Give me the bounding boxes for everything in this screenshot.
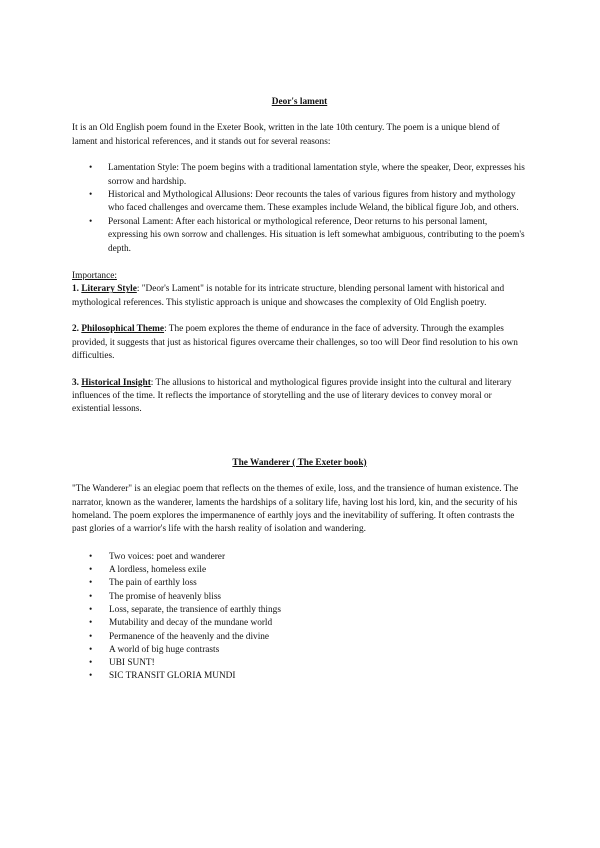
point-text: : The poem explores the theme of endurance in the face of adversity. Through the examples provided, it suggests that just as historical figures overcame their challenges, so too will Deor find resolution to his own difficulties. — [72, 324, 518, 362]
list-item: • Two voices: poet and wanderer — [72, 551, 527, 564]
importance-point-1 — [72, 283, 527, 310]
wanderer-themes-list — [72, 551, 527, 684]
importance-heading: Importance: — [72, 271, 117, 282]
deors-lament-title: Deor's lament — [271, 97, 328, 107]
list-item: • UBI SUNT! — [72, 657, 527, 670]
importance-point-3 — [72, 377, 527, 417]
list-item: • The promise of heavenly bliss — [72, 591, 527, 604]
deors-lament-reasons-list — [72, 162, 527, 256]
point-text: : The allusions to historical and mythological figures provide insight into the cultural and literary influences of the time. It reflects the importance of storytelling and the use of literary devices to convey moral or existential lessons. — [72, 377, 512, 415]
document-page — [72, 96, 527, 684]
list-item: • Loss, separate, the transience of earthly things — [72, 604, 527, 617]
wanderer-intro: "The Wanderer" is an elegiac poem that reflects on the themes of exile, loss, and the transience of human existence. The narrator, known as the wanderer, laments the hardships of a solitary life, having lost his lord, kin, and the security of his homeland. The poem explores the impermanence of earthly joys and the inevitability of suffering. It often contrasts the past glories of a warrior's life with the harsh reality of isolation and wandering. — [72, 484, 519, 535]
point-label: Literary Style — [81, 284, 137, 295]
point-number: 3. — [72, 377, 79, 388]
list-item: • A lordless, homeless exile — [72, 564, 527, 577]
point-label: Philosophical Theme — [81, 324, 165, 335]
list-item: • The pain of earthly loss — [72, 577, 527, 590]
point-number: 1. — [72, 284, 79, 295]
list-item: • Mutability and decay of the mundane world — [72, 617, 527, 630]
wanderer-section — [72, 457, 527, 684]
deors-lament-intro: It is an Old English poem found in the Exeter Book, written in the late 10th century. The poem is a unique blend of lament and historical references, and it stands out for several reasons: — [72, 123, 500, 147]
list-item: • A world of big huge contrasts — [72, 644, 527, 657]
wanderer-title: The Wanderer ( The Exeter book) — [232, 457, 367, 468]
list-item: • Personal Lament: After each historical or mythological reference, Deor returns to his personal lament, expressing his own sorrow and challenges. His situation is left somewhat ambiguous, contributing to the poem's depth. — [72, 216, 527, 256]
point-number: 2. — [72, 324, 79, 335]
list-item: • Lamentation Style: The poem begins with a traditional lamentation style, where the speaker, Deor, expresses his sorrow and hardship. — [72, 162, 527, 189]
list-item: • SIC TRANSIT GLORIA MUNDI — [72, 670, 527, 683]
point-text: : "Deor's Lament" is notable for its intricate structure, blending personal lament with historical and mythological references. This stylistic approach is unique and showcases the complexity of Old English poetry. — [72, 284, 505, 308]
point-label: Historical Insight — [81, 377, 151, 388]
importance-point-2 — [72, 323, 527, 363]
list-item: • Historical and Mythological Allusions: Deor recounts the tales of various figures from history and mythology who faced challenges and overcame them. These examples include Weland, the biblical figure Job, and others. — [72, 189, 527, 216]
list-item: • Permanence of the heavenly and the divine — [72, 631, 527, 644]
